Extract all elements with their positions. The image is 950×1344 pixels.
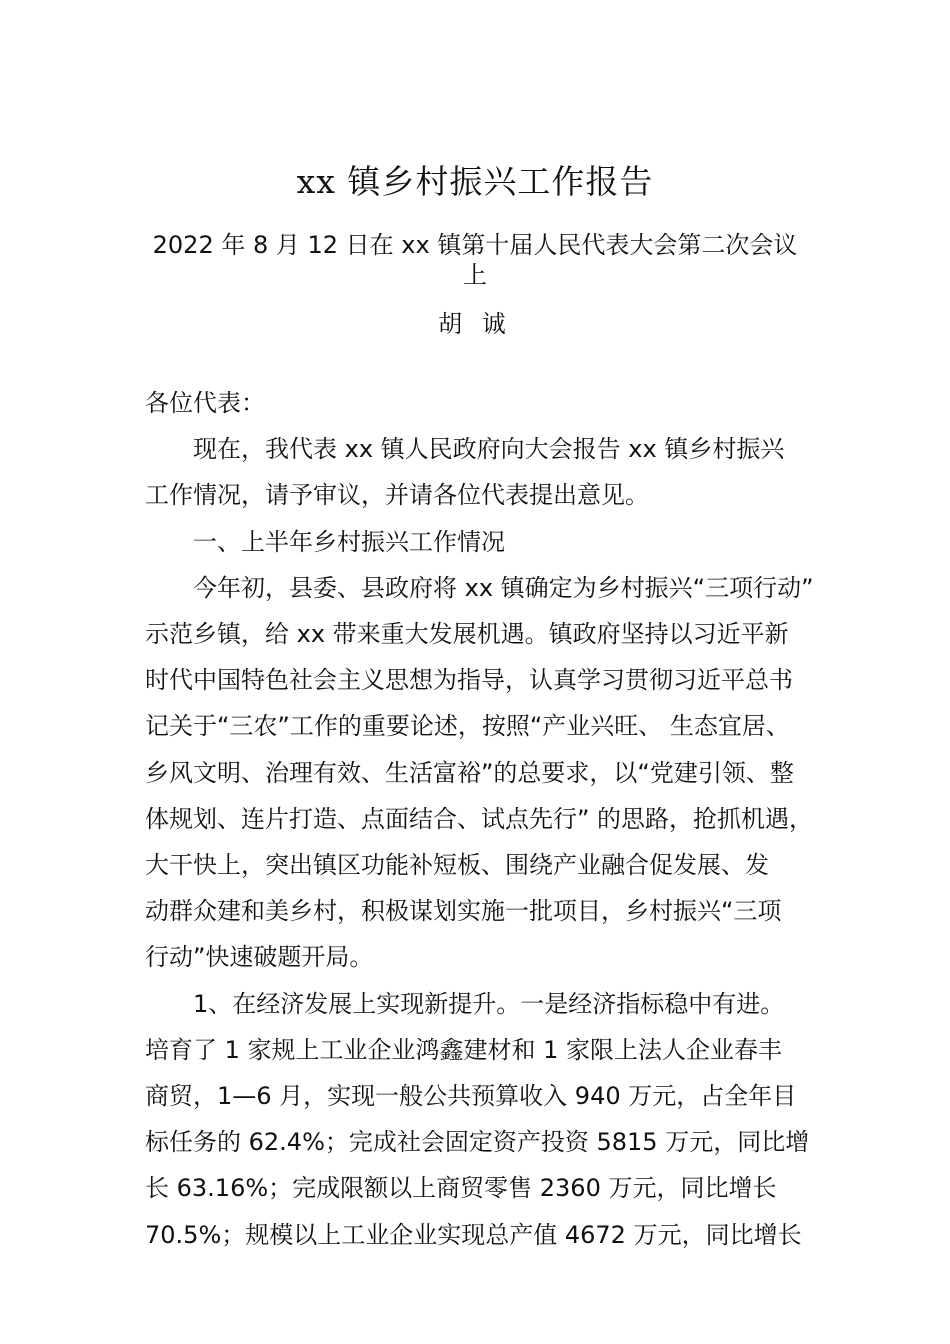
body-line: 70.5%；规模以上工业企业实现总产值 4672 万元，同比增长 xyxy=(145,1220,802,1249)
body-line: 长 63.16%；完成限额以上商贸零售 2360 万元，同比增长 xyxy=(145,1174,777,1203)
body-line: 体规划、连片打造、点面结合、试点先行” 的思路，抢抓机遇， xyxy=(145,804,814,833)
body-line: 今年初，县委、县政府将 xx 镇确定为乡村振兴“三项行动” xyxy=(193,573,814,602)
body-line: 乡风文明、治理有效、生活富裕”的总要求，以“党建引领、整 xyxy=(145,758,794,787)
body-line: 时代中国特色社会主义思想为指导，认真学习贯彻习近平总书 xyxy=(145,666,793,695)
document-body xyxy=(145,380,835,1258)
body-line: 大干快上，突出镇区功能补短板、围绕产业融合促发展、发 xyxy=(145,851,769,880)
document-subtitle xyxy=(150,230,800,290)
body-line: 商贸，1—6 月，实现一般公共预算收入 940 万元，占全年目 xyxy=(145,1082,797,1111)
body-line: 培育了 1 家规上工业企业鸿鑫建材和 1 家限上法人企业春丰 xyxy=(145,1035,783,1064)
subtitle-line-2: 上 xyxy=(463,261,487,289)
body-line: 行动”快速破题开局。 xyxy=(145,943,374,972)
body-line: 标任务的 62.4%；完成社会固定资产投资 5815 万元，同比增 xyxy=(145,1128,810,1157)
body-line: 示范乡镇，给 xx 带来重大发展机遇。镇政府坚持以习近平新 xyxy=(145,620,789,649)
subtitle-line-1: 2022 年 8 月 12 日在 xx 镇第十届人民代表大会第二次会议 xyxy=(152,231,798,259)
section-heading: 一、上半年乡村振兴工作情况 xyxy=(193,527,505,556)
body-line: 记关于“三农”工作的重要论述，按照“产业兴旺、 生态宜居、 xyxy=(145,712,790,741)
body-line: 工作情况，请予审议，并请各位代表提出意见。 xyxy=(145,481,649,510)
body-line: 现在，我代表 xx 镇人民政府向大会报告 xx 镇乡村振兴 xyxy=(193,435,785,464)
body-line: 动群众建和美乡村，积极谋划实施一批项目，乡村振兴“三项 xyxy=(145,897,782,926)
document-title: xx 镇乡村振兴工作报告 xyxy=(296,162,654,201)
subsection-heading: 1、在经济发展上实现新提升。一是经济指标稳中有进。 xyxy=(193,989,785,1018)
salutation: 各位代表： xyxy=(145,389,265,417)
document-author: 胡 诚 xyxy=(438,310,512,338)
